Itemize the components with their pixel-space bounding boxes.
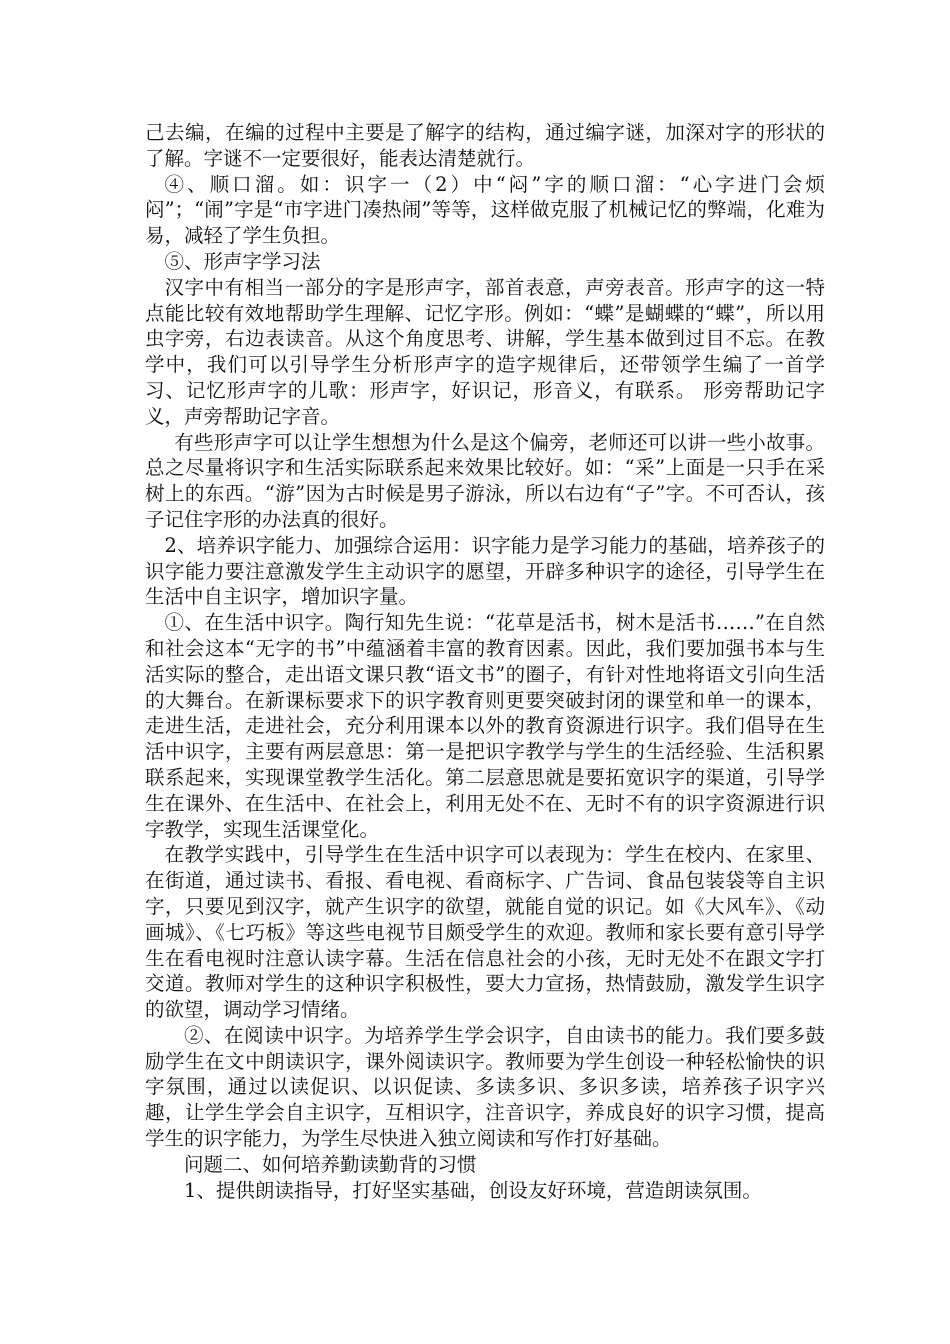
document-body <box>145 120 825 1203</box>
paragraph-phonetic-stories: 有些形声字可以让学生想想为什么是这个偏旁，老师还可以讲一些小故事。总之尽量将识字和生活实际联系起来效果比较好。如：“采”上面是一只手在采树上的东西。“游”因为古时候是男子游泳，所以右边有“子”字。不可否认，孩子记住字形的办法真的很好。 <box>145 430 825 531</box>
paragraph-literacy-ability: 2、培养识字能力、加强综合运用：识字能力是学习能力的基础，培养孩子的识字能力要注意激发学生主动识字的愿望，开辟多种识字的途径，引导学生在生活中自主识字，增加识字量。 <box>145 533 825 609</box>
paragraph-phonetic-explanation: 汉字中有相当一部分的字是形声字，部首表意，声旁表音。形声字的这一特点能比较有效地帮助学生理解、记忆字形。例如：“蝶”是蝴蝶的“蝶”，所以用虫字旁，右边表读音。从这个角度思考、讲解，学生基本做到过目不忘。在教学中，我们可以引导学生分析形声字的造字规律后，还带领学生编了一首学习、记忆形声字的儿歌：形声字，好识记，形音义，有联系。 形旁帮助记字义，声旁帮助记字音。 <box>145 275 825 428</box>
paragraph-reading-literacy: ②、在阅读中识字。为培养学生学会识字，自由读书的能力。我们要多鼓励学生在文中朗读识字，课外阅读识字。教师要为学生创设一种轻松愉快的识字氛围，通过以读促识、以识促读、多读多识、多识多读，培养孩子识字兴趣，让学生学会自主识字，互相识字，注音识字，养成良好的识字习惯，提高学生的识字能力，为学生尽快进入独立阅读和写作打好基础。 <box>145 1023 825 1151</box>
paragraph-life-literacy: ①、在生活中识字。陶行知先生说：“花草是活书，树木是活书……”在自然和社会这本“无字的书”中蕴涵着丰富的教育因素。因此，我们要加强书本与生活实际的整合，走出语文课只教“语文书”的圈子，有针对性地将语文引向生活的大舞台。在新课标要求下的识字教育则更要突破封闭的课堂和单一的课本，走进生活，走进社会，充分利用课本以外的教育资源进行识字。我们倡导在生活中识字，主要有两层意思：第一是把识字教学与学生的生活经验、生活积累联系起来，实现课堂教学生活化。第二层意思就是要拓宽识字的渠道，引导学生在课外、在生活中、在社会上，利用无处不在、无时不有的识字资源进行识字教学，实现生活课堂化。 <box>145 611 825 841</box>
paragraph-reading-guidance: 1、提供朗读指导，打好坚实基础，创设友好环境，营造朗读氛围。 <box>184 1178 762 1202</box>
paragraph-jingle-method: ④、顺口溜。如：识字一（2）中“闷”字的顺口溜：“心字进门会烦闷”；“闹”字是“市字进门凑热闹”等等，这样做克服了机械记忆的弊端，化难为易，减轻了学生负担。 <box>145 172 825 248</box>
paragraph-riddle-continuation: 己去编，在编的过程中主要是了解字的结构，通过编字谜，加深对字的形状的了解。字谜不一定要很好，能表达清楚就行。 <box>145 121 825 170</box>
paragraph-phonetic-heading: ⑤、形声字学习法 <box>164 249 321 273</box>
paragraph-teaching-practice: 在教学实践中，引导学生在生活中识字可以表现为：学生在校内、在家里、在街道，通过读书、看报、看电视、看商标字、广告词、食品包装袋等自主识字，只要见到汉字，就产生识字的欲望，就能自觉的识记。如《大风车》、《动画城》、《七巧板》等这些电视节目颇受学生的欢迎。教师和家长要有意引导学生在看电视时注意认读字幕。生活在信息社会的小孩，无时无处不在跟文字打交道。教师对学生的这种识字积极性，要大力宣扬，热情鼓励，激发学生识字的欲望，调动学习情绪。 <box>145 843 825 1022</box>
paragraph-question-two-heading: 问题二、如何培养勤读勤背的习惯 <box>184 1152 477 1176</box>
